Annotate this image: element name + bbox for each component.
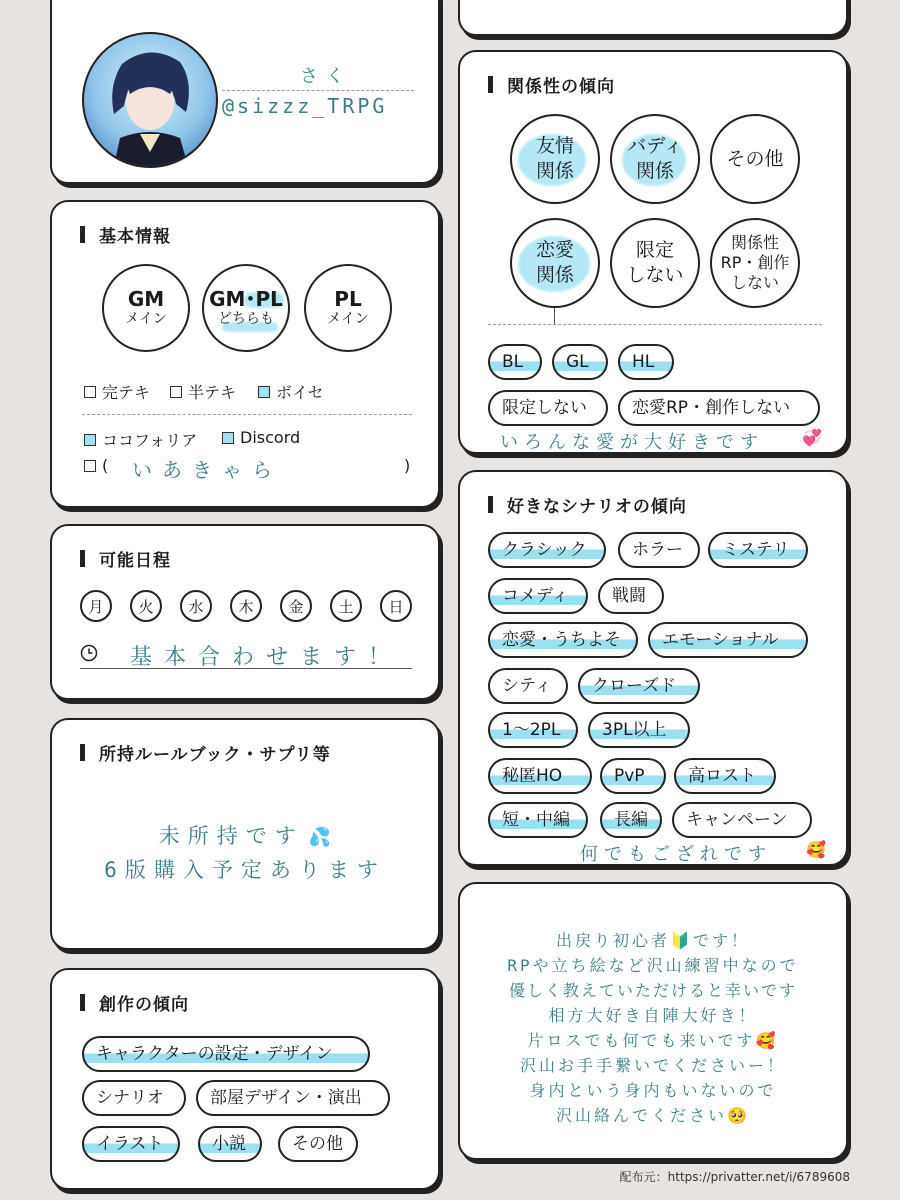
rel-tag-gl-label: GL (566, 352, 589, 372)
rel-friendship (510, 114, 600, 204)
rel-tag-no-limit-label: 限定しない (502, 398, 587, 418)
role-both (202, 264, 290, 352)
scn-tag-long (600, 802, 662, 838)
scenario-card (458, 470, 848, 866)
scn-tag-classic-label: クラシック (502, 540, 587, 560)
rel-no-limit-label: 限定 しない (626, 239, 684, 286)
creative-tag-character (82, 1036, 370, 1072)
scn-tag-secret-ho (488, 758, 592, 794)
day-fri: 金 (280, 590, 312, 622)
schedule-underline (80, 668, 412, 669)
tool-discord-label: Discord (240, 428, 301, 447)
profile-handle: @sizzz_TRPG (222, 94, 388, 118)
creative-tag-scenario-label: シナリオ (96, 1088, 164, 1108)
scn-tag-city (488, 668, 568, 704)
style-voice[interactable] (258, 380, 324, 403)
scn-tag-comedy (488, 578, 588, 614)
basic-info-card (50, 200, 440, 508)
style-kanteki[interactable] (84, 380, 150, 403)
scn-tag-1-2pl-label: 1〜2PL (502, 720, 561, 740)
day-tue: 火 (130, 590, 162, 622)
scn-tag-emotional-label: エモーショナル (662, 630, 779, 650)
role-gm-main-label: GM (127, 287, 165, 312)
scn-tag-pvp-label: PvP (614, 766, 645, 786)
scn-tag-horror (618, 532, 700, 568)
rel-tag-gl (552, 344, 608, 380)
creative-tag-illust-label: イラスト (96, 1134, 164, 1154)
scn-tag-high-lost (674, 758, 776, 794)
day-wed: 水 (180, 590, 212, 622)
scn-tag-classic (488, 532, 606, 568)
creative-tag-other-label: その他 (292, 1134, 343, 1154)
scn-tag-pvp (600, 758, 666, 794)
tool-other-close-paren: ) (404, 456, 411, 475)
message-line-3: 優しく教えていただけると幸いです (508, 981, 797, 1000)
creative-tag-other (278, 1126, 358, 1162)
checkbox-checked-icon (222, 432, 234, 444)
avatar (82, 32, 218, 168)
creative-tag-novel (198, 1126, 262, 1162)
tool-cocofolia-label: ココフォリア (102, 431, 198, 450)
message-body (460, 928, 846, 1128)
day-sat: 土 (330, 590, 362, 622)
message-line-1: 出戻り初心者🔰です！ (556, 931, 750, 950)
rel-tag-bl-label: BL (502, 352, 524, 372)
tool-discord[interactable] (222, 428, 300, 447)
scenario-title: 好きなシナリオの傾向 (488, 492, 687, 517)
rel-buddy (610, 114, 700, 204)
scn-tag-horror-label: ホラー (632, 540, 683, 560)
scn-tag-romance-label: 恋愛・うちよそ (502, 630, 621, 650)
scn-tag-campaign (672, 802, 812, 838)
tool-other-open-paren: ( (102, 456, 109, 475)
checkbox-checked-icon (84, 434, 96, 446)
scn-tag-short (488, 802, 588, 838)
profile-card (50, 0, 440, 184)
creative-card (50, 968, 440, 1190)
rel-no-limit (610, 218, 700, 308)
smiling-hearts-icon: 🥰 (806, 840, 826, 859)
role-gm-main-sub: メイン (125, 311, 167, 328)
tool-cocofolia[interactable] (84, 428, 197, 451)
message-line-8: 沢山絡んでください🥺 (556, 1106, 750, 1125)
message-line-4: 相方大好き自陣大好き！ (548, 1006, 758, 1025)
scn-tag-mystery-label: ミステリ (722, 540, 790, 560)
message-line-7: 身内という身内もいないので (529, 1081, 777, 1100)
tool-other-close (404, 456, 410, 475)
creative-tag-character-label: キャラクターの設定・デザイン (96, 1044, 333, 1064)
rel-romance-label: 恋愛 関係 (535, 239, 574, 286)
rulebooks-card (50, 718, 440, 950)
message-line-6: 沢山お手手繋いでくださいー！ (519, 1056, 786, 1075)
message-line-2: RPや立ち絵など沢山練習中なので (507, 956, 799, 975)
rel-other-label: その他 (726, 147, 784, 170)
rel-other (710, 114, 800, 204)
checkbox-icon (84, 386, 96, 398)
profile-name: さく (300, 66, 352, 87)
rel-tag-no-romance (618, 390, 820, 426)
rulebooks-line2-wrap (52, 854, 438, 884)
scn-tag-mystery (708, 532, 808, 568)
rel-connector (554, 308, 555, 324)
scn-tag-closed-label: クローズド (592, 676, 677, 696)
profile-divider (222, 90, 414, 91)
rel-none (710, 218, 800, 308)
relationship-card (458, 50, 848, 454)
rulebooks-line2: 6版購入予定あります (104, 858, 386, 882)
creative-tag-novel-label: 小説 (212, 1134, 246, 1154)
creative-tag-room (196, 1080, 390, 1116)
heart-icon: 💞 (802, 428, 822, 447)
rel-tag-no-romance-label: 恋愛RP・創作しない (632, 398, 791, 418)
scn-tag-romance (488, 622, 638, 658)
relationship-divider (488, 324, 822, 325)
rel-romance (510, 218, 600, 308)
relationship-title: 関係性の傾向 (488, 72, 615, 97)
rel-buddy-label: バディ 関係 (627, 135, 683, 182)
scn-tag-3pl (588, 712, 690, 748)
tool-other-value: いあきゃら (132, 458, 282, 482)
rel-tag-no-limit (488, 390, 608, 426)
scn-tag-long-label: 長編 (614, 810, 648, 830)
basic-divider (82, 414, 412, 415)
scn-tag-battle (598, 578, 664, 614)
scn-tag-1-2pl (488, 712, 578, 748)
role-pl-main (304, 264, 392, 352)
scn-tag-campaign-label: キャンペーン (686, 810, 788, 830)
creative-tag-scenario (82, 1080, 186, 1116)
relationship-note: いろんな愛が大好きです (500, 432, 764, 453)
scn-tag-comedy-label: コメディ (502, 586, 569, 606)
scn-tag-city-label: シティ (502, 676, 552, 696)
scn-tag-short-label: 短・中編 (502, 810, 570, 830)
rulebooks-line1: 未所持です (158, 824, 304, 848)
rel-tag-hl-label: HL (632, 352, 655, 372)
checkbox-checked-icon (258, 386, 270, 398)
rel-none-label: 関係性 RP・創作 しない (720, 233, 790, 292)
scn-tag-high-lost-label: 高ロスト (688, 766, 756, 786)
day-thu: 木 (230, 590, 262, 622)
sweat-drops-icon: 💦 (308, 827, 332, 848)
role-both-sub: どちらも (218, 311, 274, 328)
scn-tag-secret-ho-label: 秘匿HO (502, 766, 563, 786)
scn-tag-emotional (648, 622, 808, 658)
day-sun: 日 (380, 590, 412, 622)
creative-title: 創作の傾向 (80, 990, 189, 1015)
scn-tag-battle-label: 戦闘 (612, 586, 646, 606)
schedule-note: 基本合わせます！ (130, 645, 403, 670)
scn-tag-closed (578, 668, 700, 704)
schedule-title: 可能日程 (80, 546, 171, 571)
tool-other[interactable] (84, 456, 108, 475)
message-card (458, 882, 848, 1160)
clock-icon (80, 644, 98, 662)
style-hanteki-label: 半テキ (188, 383, 237, 402)
creative-tag-illust (82, 1126, 180, 1162)
checkbox-icon (84, 460, 96, 472)
rel-friendship-label: 友情 関係 (535, 135, 574, 182)
scn-tag-3pl-label: 3PL以上 (602, 720, 667, 740)
role-pl-main-label: PL (334, 287, 362, 312)
day-mon: 月 (80, 590, 112, 622)
top-partial-card (458, 0, 848, 36)
rel-tag-bl (488, 344, 542, 380)
rel-tag-hl (618, 344, 674, 380)
creative-tag-room-label: 部屋デザイン・演出 (210, 1088, 362, 1108)
scenario-note: 何でもござれです (580, 844, 772, 865)
schedule-card (50, 524, 440, 700)
style-kanteki-label: 完テキ (102, 383, 151, 402)
role-gm-main (102, 264, 190, 352)
checkbox-icon (170, 386, 182, 398)
message-line-5: 片ロスでも何でも来いです🥰 (527, 1031, 779, 1050)
basic-info-title: 基本情報 (80, 222, 171, 247)
style-voice-label: ボイセ (276, 383, 324, 402)
rulebooks-title: 所持ルールブック・サプリ等 (80, 740, 331, 765)
rulebooks-line1-wrap (52, 820, 438, 850)
credit-text: 配布元：https://privatter.net/i/6789608 (619, 1170, 850, 1184)
role-both-label: GM･PL (209, 287, 283, 312)
style-hanteki[interactable] (170, 380, 236, 403)
role-pl-main-sub: メイン (327, 311, 369, 328)
